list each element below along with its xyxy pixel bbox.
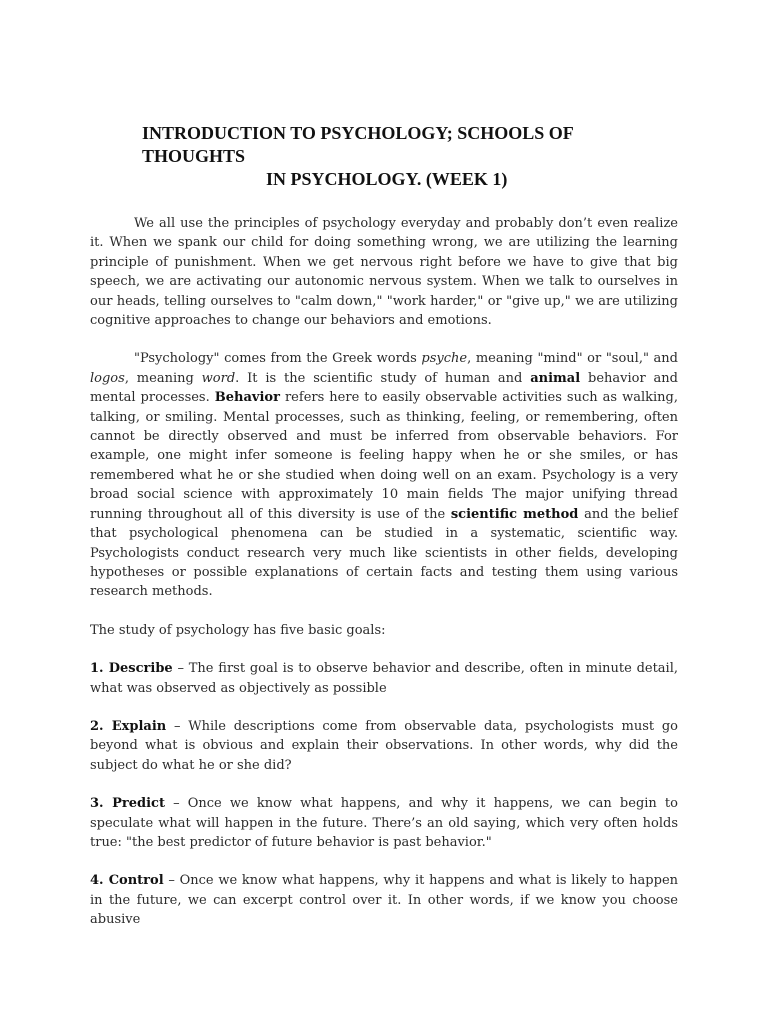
page-title: [90, 122, 678, 191]
goal-label: 3. Predict: [90, 796, 165, 812]
text-run: . It is the scientific study of human and: [235, 370, 531, 386]
title-line-1: INTRODUCTION TO PSYCHOLOGY; SCHOOLS OF THOUGHTS: [142, 123, 574, 167]
goal-text: – While descriptions come from observable data, psychologists must go beyond what is obvious and explain their observations. In other words, why did the subject do what he or she did?: [90, 718, 678, 773]
goal-label: 4. Control: [90, 873, 164, 889]
goals-intro: The study of psychology has five basic goals:: [90, 622, 386, 638]
title-line-2: IN PSYCHOLOGY. (WEEK 1): [266, 169, 508, 190]
goal-text: – The first goal is to observe behavior and describe, often in minute detail, what was observed as objectively as possible: [90, 661, 679, 696]
term-psyche: psyche: [421, 351, 468, 367]
goal-text: – Once we know what happens, and why it happens, we can begin to speculate what will happen in the future. There’s an old saying, which very often holds true: "the best predictor of future behavior is past behavior.": [90, 796, 678, 850]
text-run: and the belief that psychological phenomena can be studied in a systematic, scientific way. Psychologists conduct research very much like scientists in other fields, developing hypotheses or possible explanations of certain facts and testing them using various research methods.: [90, 506, 678, 600]
text-run: "Psychology" comes from the Greek words: [134, 351, 422, 367]
definition-paragraph: [90, 349, 678, 601]
goal-text: – Once we know what happens, why it happens and what is likely to happen in the future, we can excerpt control over it. In other words, if we know you choose abusive: [90, 873, 679, 928]
term-behavior: Behavior: [214, 390, 280, 406]
text-run: refers here to easily observable activities such as walking, talking, or smiling. Mental processes, such as thinking, feeling, or remembering, often cannot be directly observed and must be inferred from observable behaviors. For example, one might infer someone is feeling happy when he or she smiles, or has remembered what he or she studied when doing well on an exam. Psychology is a very broad social science with approximately 10 main fields The major unifying thread running throughout all of this diversity is use of the: [90, 390, 679, 522]
text-run: , meaning "mind" or "soul," and: [467, 351, 678, 367]
intro-paragraph: We all use the principles of psychology everyday and probably don’t even realize it. When we spank our child for doing something wrong, we are utilizing the learning principle of punishment. When we get nervous right before we have to give that big speech, we are activating our autonomic nervous system. When we talk to ourselves in our heads, telling ourselves to "calm down," "work harder," or "give up," we are utilizing cognitive approaches to change our behaviors and emotions.: [90, 216, 678, 329]
goal-item-control: [90, 871, 678, 929]
term-logos: logos: [90, 370, 125, 386]
goal-item-explain: [90, 717, 678, 775]
document-body: [90, 214, 678, 949]
term-scientific-method: scientific method: [450, 506, 579, 522]
goal-item-predict: [90, 794, 678, 852]
term-word: word: [201, 370, 236, 386]
goal-label: 2. Explain: [90, 718, 167, 734]
goal-label: 1. Describe: [90, 661, 173, 677]
term-animal: animal: [530, 370, 581, 386]
goal-item-describe: [90, 659, 678, 698]
text-run: , meaning: [124, 370, 202, 386]
text-run: behavior and mental processes.: [90, 370, 678, 406]
